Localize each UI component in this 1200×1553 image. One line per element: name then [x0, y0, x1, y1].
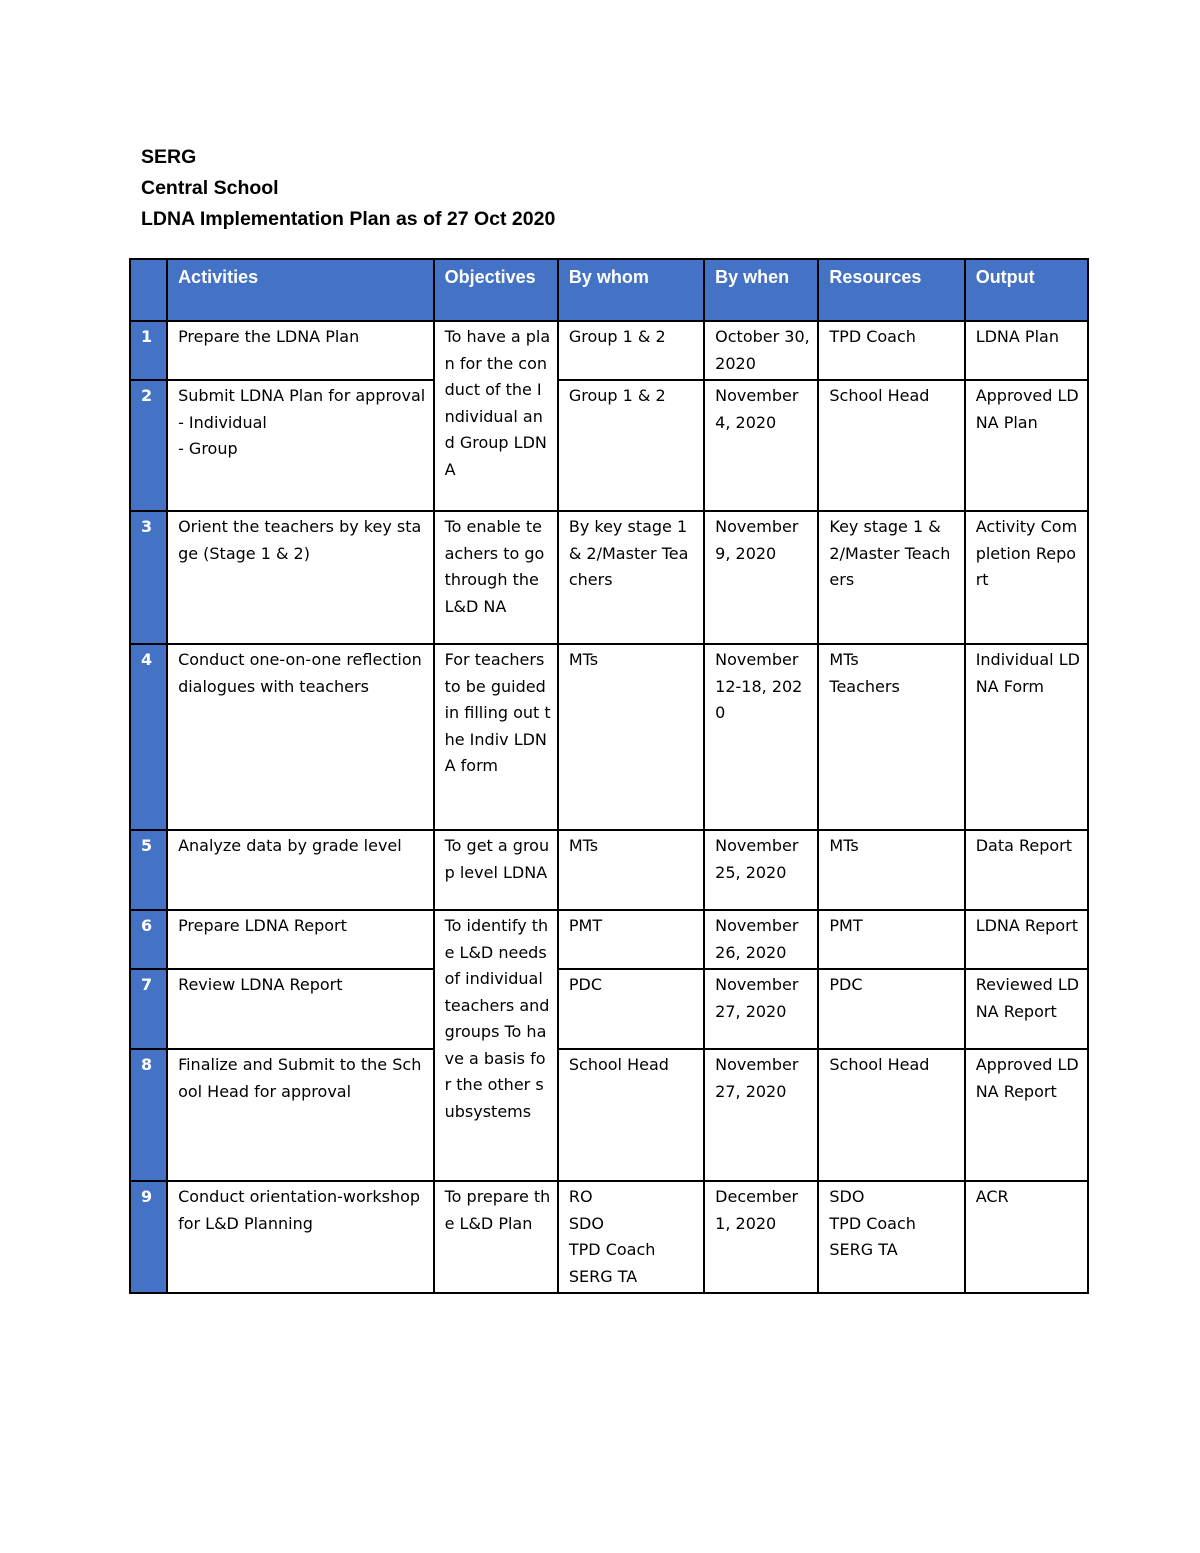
row-number: 4: [130, 644, 167, 830]
activity-cell: Orient the teachers by key stage (Stage 1 & 2): [167, 511, 434, 644]
table-header-row: [130, 259, 1088, 321]
table-row: [130, 321, 1088, 380]
output-cell: Approved LDNA Plan: [965, 380, 1088, 511]
header-resources: Resources: [818, 259, 964, 321]
resources-cell: MTs: [818, 830, 964, 910]
by-when-cell: October 30, 2020: [704, 321, 818, 380]
by-whom-cell: By key stage 1 & 2/Master Teachers: [558, 511, 704, 644]
output-cell: Activity Completion Report: [965, 511, 1088, 644]
output-cell: ACR: [965, 1181, 1088, 1293]
table-row: [130, 969, 1088, 1049]
row-number: 2: [130, 380, 167, 511]
resources-cell: School Head: [818, 1049, 964, 1181]
activity-cell: Conduct one-on-one reflection dialogues with teachers: [167, 644, 434, 830]
row-number: 6: [130, 910, 167, 969]
output-cell: Data Report: [965, 830, 1088, 910]
implementation-plan-table: [129, 258, 1089, 1294]
row-number: 5: [130, 830, 167, 910]
table-row: [130, 380, 1088, 511]
resources-cell: SDO TPD Coach SERG TA: [818, 1181, 964, 1293]
row-number: 8: [130, 1049, 167, 1181]
objective-cell: To get a group level LDNA: [434, 830, 558, 910]
by-when-cell: November 26, 2020: [704, 910, 818, 969]
output-cell: Reviewed LDNA Report: [965, 969, 1088, 1049]
plan-title: LDNA Implementation Plan as of 27 Oct 2020: [141, 208, 556, 230]
by-whom-cell: MTs: [558, 830, 704, 910]
by-when-cell: November 27, 2020: [704, 1049, 818, 1181]
header-number: [130, 259, 167, 321]
by-when-cell: December 1, 2020: [704, 1181, 818, 1293]
by-when-cell: November 4, 2020: [704, 380, 818, 511]
row-number: 9: [130, 1181, 167, 1293]
document-title-block: [141, 142, 555, 235]
resources-cell: School Head: [818, 380, 964, 511]
header-objectives: Objectives: [434, 259, 558, 321]
activity-cell: Review LDNA Report: [167, 969, 434, 1049]
activity-cell: Prepare the LDNA Plan: [167, 321, 434, 380]
output-cell: LDNA Plan: [965, 321, 1088, 380]
activity-cell: Finalize and Submit to the School Head for approval: [167, 1049, 434, 1181]
table-row: [130, 1049, 1088, 1181]
by-whom-cell: Group 1 & 2: [558, 380, 704, 511]
header-by-whom: By whom: [558, 259, 704, 321]
activity-cell: Submit LDNA Plan for approval - Individual - Group: [167, 380, 434, 511]
objective-cell: To prepare the L&D Plan: [434, 1181, 558, 1293]
table-row: [130, 644, 1088, 830]
row-number: 7: [130, 969, 167, 1049]
table-row: [130, 1181, 1088, 1293]
resources-cell: MTs Teachers: [818, 644, 964, 830]
resources-cell: PMT: [818, 910, 964, 969]
objective-cell: To identify the L&D needs of individual teachers and groups To have a basis for the other subsystems: [434, 910, 558, 1181]
by-whom-cell: Group 1 & 2: [558, 321, 704, 380]
output-cell: Individual LDNA Form: [965, 644, 1088, 830]
resources-cell: PDC: [818, 969, 964, 1049]
by-when-cell: November 9, 2020: [704, 511, 818, 644]
by-whom-cell: MTs: [558, 644, 704, 830]
table-row: [130, 830, 1088, 910]
school-name: Central School: [141, 177, 279, 199]
header-by-when: By when: [704, 259, 818, 321]
header-output: Output: [965, 259, 1088, 321]
by-when-cell: November 27, 2020: [704, 969, 818, 1049]
objective-cell: For teachers to be guided in filling out the Indiv LDNA form: [434, 644, 558, 830]
output-cell: LDNA Report: [965, 910, 1088, 969]
resources-cell: TPD Coach: [818, 321, 964, 380]
header-activities: Activities: [167, 259, 434, 321]
table-row: [130, 910, 1088, 969]
by-whom-cell: RO SDO TPD Coach SERG TA: [558, 1181, 704, 1293]
activity-cell: Conduct orientation-workshop for L&D Planning: [167, 1181, 434, 1293]
by-when-cell: November 25, 2020: [704, 830, 818, 910]
table-row: [130, 511, 1088, 644]
objective-cell: To enable teachers to go through the L&D NA: [434, 511, 558, 644]
by-whom-cell: PDC: [558, 969, 704, 1049]
output-cell: Approved LDNA Report: [965, 1049, 1088, 1181]
row-number: 3: [130, 511, 167, 644]
row-number: 1: [130, 321, 167, 380]
objective-cell: To have a plan for the conduct of the Individual and Group LDNA: [434, 321, 558, 511]
by-when-cell: November 12-18, 2020: [704, 644, 818, 830]
resources-cell: Key stage 1 & 2/Master Teachers: [818, 511, 964, 644]
by-whom-cell: PMT: [558, 910, 704, 969]
activity-cell: Prepare LDNA Report: [167, 910, 434, 969]
activity-cell: Analyze data by grade level: [167, 830, 434, 910]
by-whom-cell: School Head: [558, 1049, 704, 1181]
org-name: SERG: [141, 146, 197, 168]
